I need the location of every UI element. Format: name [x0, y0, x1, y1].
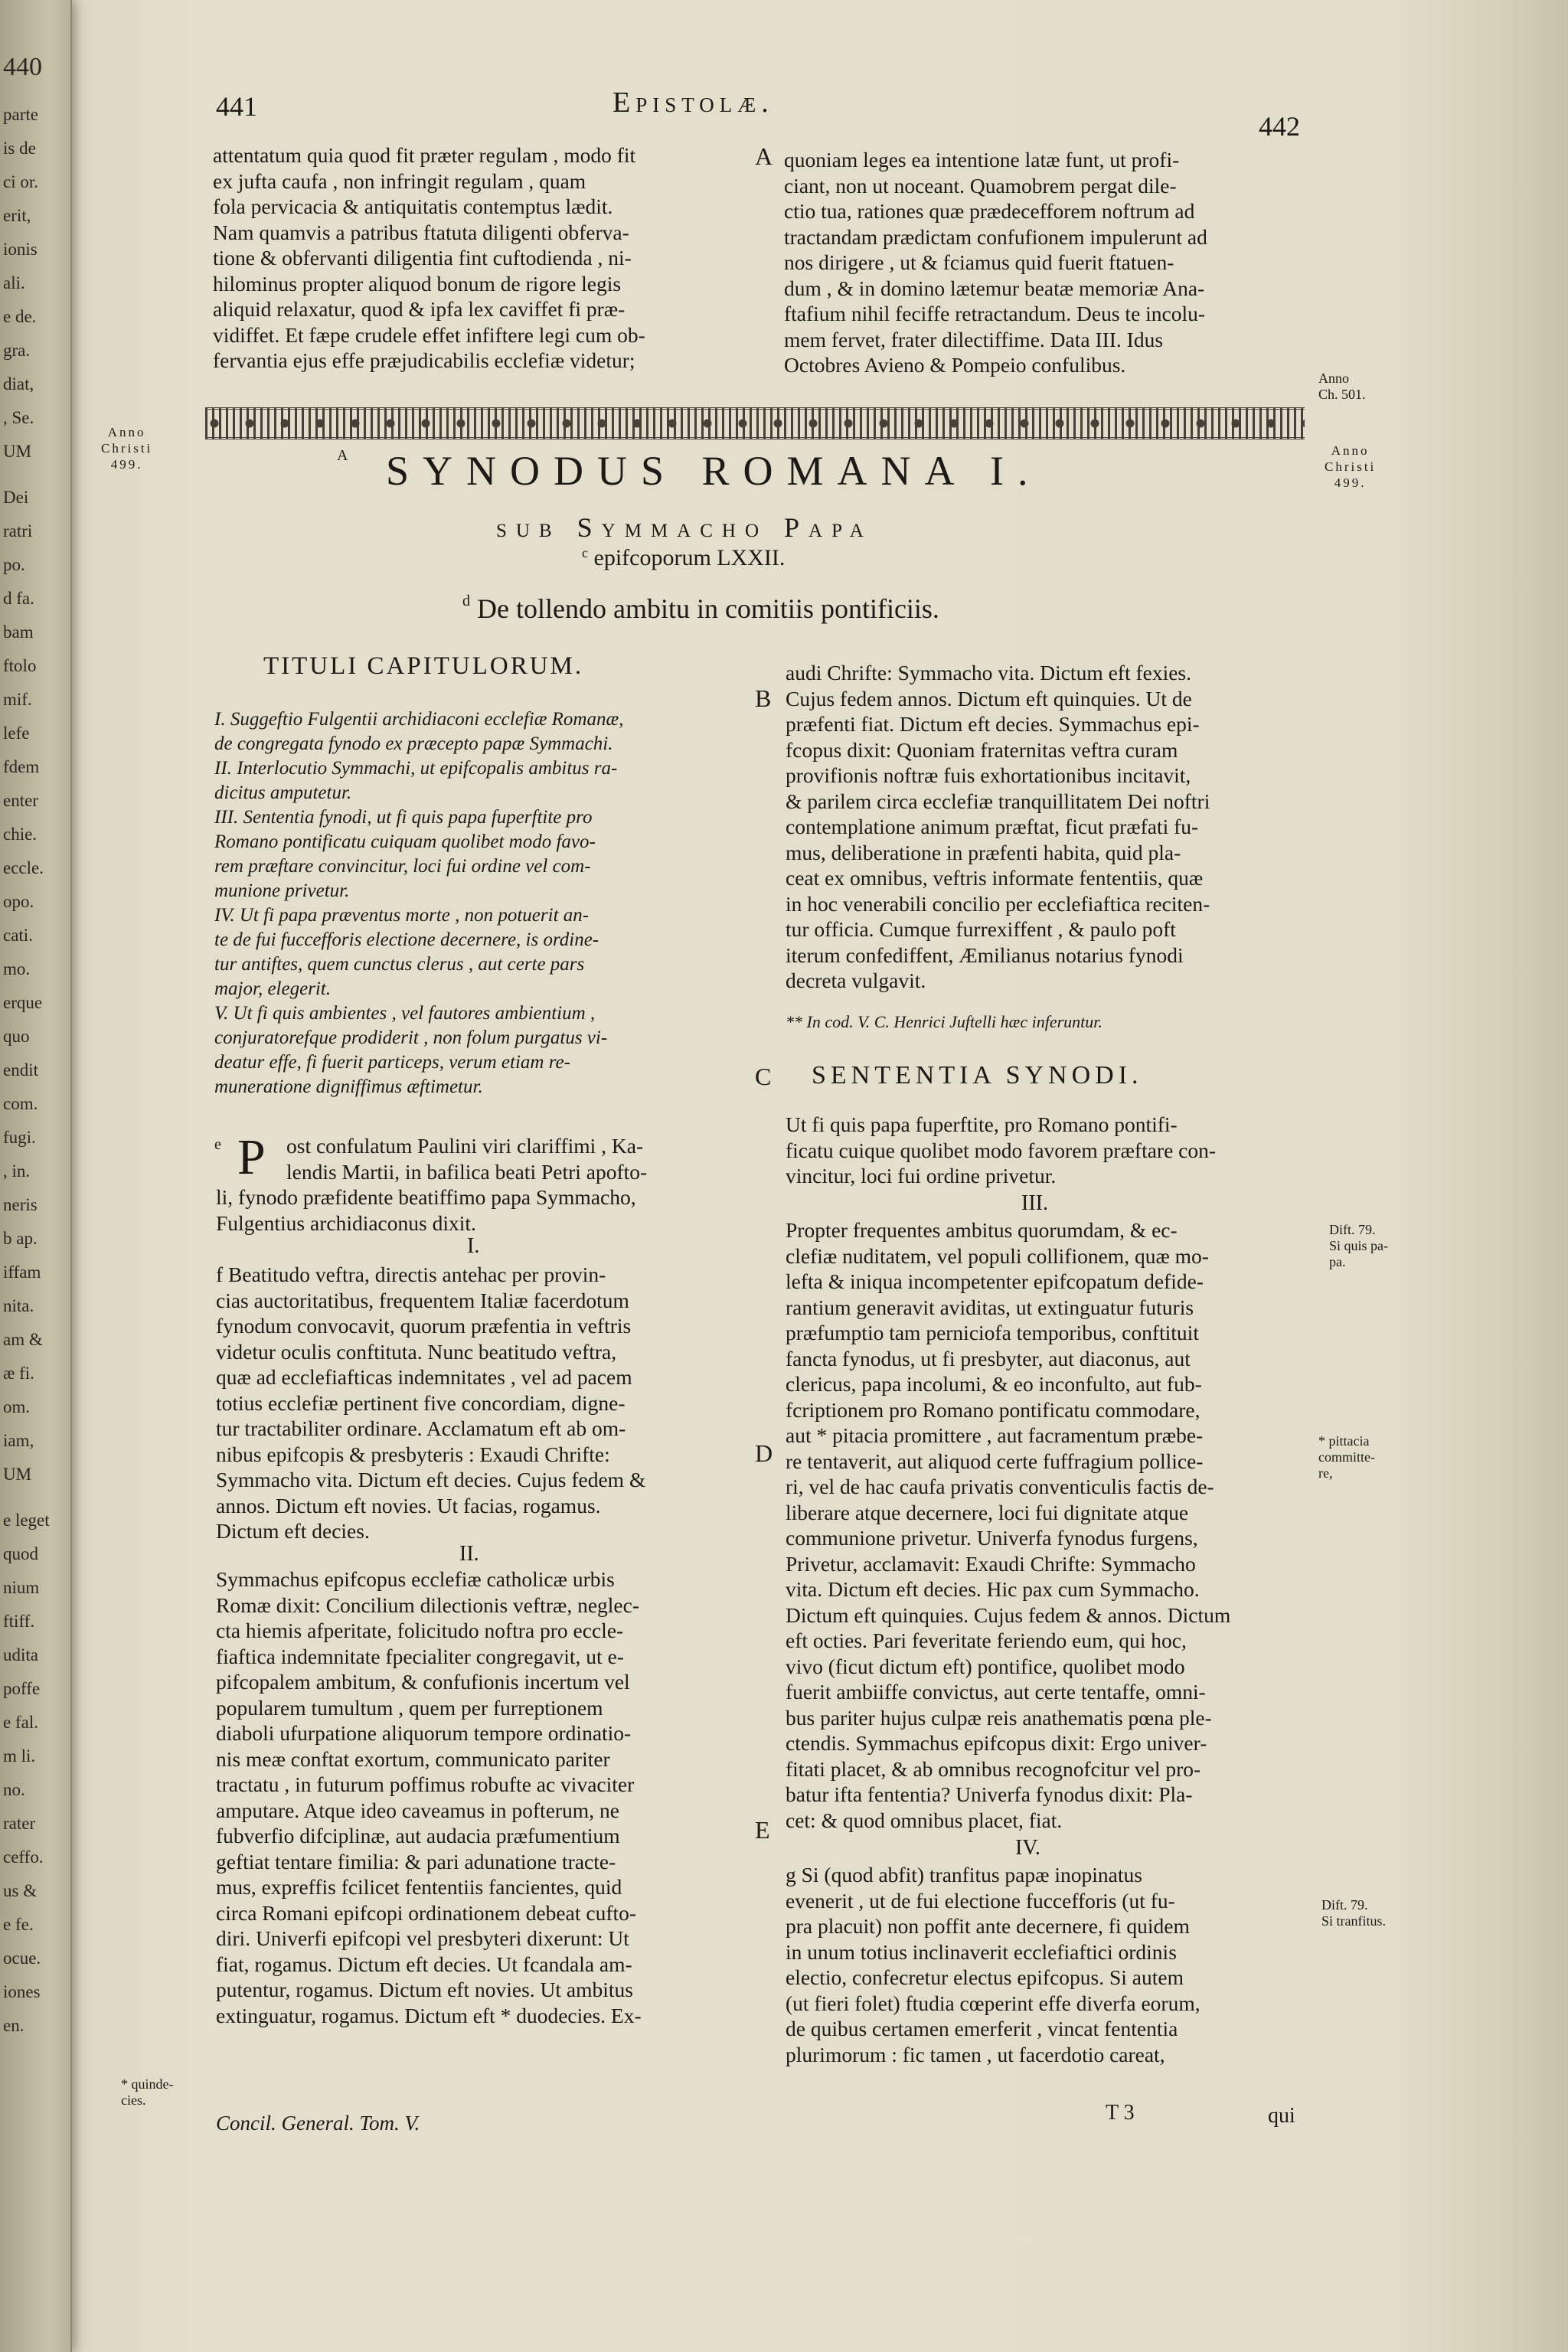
previous-page-fragment: endit: [3, 1060, 38, 1080]
roman-numeral-iii: III.: [1021, 1191, 1048, 1215]
text-line: ost confulatum Paulini viri clariffimi , Ka-: [286, 1134, 644, 1158]
text-line: clericus, papa incolumi, & eo inconfulto, aut fub-: [786, 1372, 1202, 1396]
top-left-text: [213, 142, 749, 374]
text-line: circa Romani epifcopi ordinationem debeat cufto-: [216, 1900, 637, 1925]
previous-page-fragment: ceffo.: [3, 1847, 44, 1867]
text-line: g Si (quod abfit) tranfitus papæ inopinatus: [786, 1863, 1142, 1886]
tituli-line: dicitus amputetur.: [214, 782, 352, 803]
previous-page-fragment: nita.: [3, 1296, 34, 1315]
text-line: Dictum eft quinquies. Cujus fedem & annos. Dictum: [786, 1602, 1231, 1627]
text-line: provifionis noftræ fuis exhortationibus incitavit,: [786, 763, 1191, 787]
text-line: fcopus dixit: Quoniam fraternitas veftra curam: [786, 737, 1178, 762]
text-line: fola pervicacia & antiquitatis contemptus lædit.: [213, 194, 613, 218]
text-line: tractandam prædictam confufionem impulerunt ad: [784, 224, 1207, 249]
previous-page-fragment: enter: [3, 791, 38, 810]
text-line: cet: & quod omnibus placet, fiat.: [786, 1808, 1063, 1832]
previous-page-fragment: quo: [3, 1027, 30, 1046]
previous-page-fragment: om.: [3, 1397, 31, 1416]
text-line: clefiæ nuditatem, vel populi collifionem, quæ mo-: [786, 1243, 1209, 1268]
title-note-d: d: [462, 593, 470, 609]
tituli-line: muneratione digniffimus æftimetur.: [214, 1076, 483, 1097]
text-line: videtur oculis conftituta. Nunc beatitudo veftra,: [216, 1339, 617, 1364]
previous-page-fragment: mif.: [3, 690, 32, 709]
note-e: e: [214, 1136, 221, 1153]
text-line: & parilem circa ecclefiæ tranquillitatem Dei noftri: [786, 789, 1210, 813]
text-line: mus, expreffis fcilicet fententiis fancientes, quid: [216, 1875, 622, 1899]
text-line: liberare atque decernere, loci fui dignitate atque: [786, 1500, 1189, 1524]
margin-dist-79-transitus-note: [1321, 1897, 1386, 1929]
text-line: extinguatur, rogamus. Dictum eft * duodecies. Ex-: [216, 2003, 642, 2027]
signature-footer-left: Concil. General. Tom. V.: [216, 2112, 420, 2135]
previous-page-fragment: poffe: [3, 1679, 41, 1698]
text-line: præfenti fiat. Dictum eft decies. Symmachus epi-: [786, 712, 1200, 736]
topic-line: [462, 593, 939, 625]
text-line: cias auctoritatibus, frequentem Italiæ facerdotum: [216, 1288, 629, 1312]
text-line: pra placuit) non poffit ante decernere, fi quidem: [786, 1914, 1190, 1938]
sententia-synodi-heading: SENTENTIA SYNODI.: [812, 1061, 1143, 1089]
previous-page-fragment: nium: [3, 1578, 40, 1597]
text-line: cta hiemis afperitate, folicitudo noftra pro eccle-: [216, 1619, 624, 1642]
running-title: Epistolæ.: [612, 87, 774, 119]
text-line: li, fynodo præfidente beatiffimo papa Symmacho,: [216, 1185, 636, 1209]
previous-page-fragment: , Se.: [3, 408, 34, 427]
tituli-line: tur antiftes, quem cunctus clerus , aut certe pars: [214, 954, 585, 975]
text-line: ceat ex omnibus, veftris informate fententiis, quæ: [786, 866, 1204, 890]
margin-line: * quinde-: [121, 2076, 174, 2092]
text-line: vivo (ficut dictum eft) pontifice, quolibet modo: [786, 1654, 1185, 1678]
text-line: tractatu , in futurum poffimus robufte ac vivaciter: [216, 1772, 635, 1796]
text-line: in unum totius inclinaverit ecclefiaftici ordinis: [786, 1939, 1177, 1964]
text-line: præfumptio tam perniciofa temporibus, conftituit: [786, 1321, 1199, 1344]
text-line: vita. Dictum eft decies. Hic pax cum Symmacho.: [786, 1577, 1200, 1601]
previous-page-fragment: e leget: [3, 1511, 50, 1530]
text-line: evenerit , ut de fui electione fuccefforis (ut fu-: [786, 1888, 1175, 1913]
text-line: eft octies. Pari feveritate feriendo eum, qui hoc,: [786, 1628, 1187, 1652]
text-line: audi Chrifte: Symmacho vita. Dictum eft fexies.: [786, 661, 1192, 684]
previous-page-fragment: udita: [3, 1645, 38, 1664]
previous-page-fragment: e fe.: [3, 1915, 34, 1934]
text-line: Fulgentius archidiaconus dixit.: [216, 1210, 476, 1235]
previous-page-fragment: iones: [3, 1982, 41, 2001]
right-page-number: 442: [1259, 111, 1300, 142]
text-line: fiat, rogamus. Dictum eft decies. Ut fcandala am-: [216, 1952, 632, 1976]
previous-page-fragment: erque: [3, 993, 43, 1012]
text-line: putentur, rogamus. Dictum eft novies. Ut ambitus: [216, 1978, 633, 2001]
previous-page-fragment: eccle.: [3, 858, 44, 877]
text-line: nos dirigere , ut & fciamus quid fuerit ftatuen-: [784, 250, 1174, 274]
text-line: lefta & iniqua incompetenter epifcopatum defide-: [786, 1269, 1204, 1293]
text-line: vidiffet. Et fæpe crudele effet infiftere legi cum ob-: [213, 322, 645, 347]
previous-page-fragment: ratri: [3, 521, 33, 541]
tituli-line: rem præftare convincitur, loci fui ordine vel com-: [214, 856, 591, 877]
codex-note: ** In cod. V. C. Henrici Juftelli hæc inferuntur.: [786, 1012, 1102, 1031]
decorative-ornament-band: [205, 407, 1305, 439]
text-line: tur tractabiliter ordinare. Acclamatum eft ab om-: [216, 1416, 626, 1440]
tituli-capitulorum-list: [214, 707, 750, 1099]
paragraph-ii: [216, 1566, 752, 2028]
previous-page-fragment: no.: [3, 1780, 25, 1799]
text-line: fynodum convocavit, quorum præfentia in veftris: [216, 1314, 632, 1338]
margin-line: 499.: [110, 457, 143, 472]
previous-page-fragment: bam: [3, 622, 34, 642]
previous-page-fragment: fugi.: [3, 1128, 36, 1147]
text-line: Symmachus epifcopus ecclefiæ catholicæ urbis: [216, 1567, 615, 1591]
roman-numeral-iv: IV.: [1015, 1836, 1040, 1860]
text-line: fubverfio difciplinæ, aut audacia præfumentium: [216, 1824, 620, 1847]
previous-page-fragment: iam,: [3, 1431, 34, 1450]
text-line: Ut fi quis papa fuperftite, pro Romano pontifi-: [786, 1112, 1178, 1136]
paragraph-iv: [786, 1862, 1314, 2067]
previous-page-fragment: erit,: [3, 206, 31, 225]
text-line: Dictum eft decies.: [216, 1519, 370, 1543]
previous-page-fragment: rater: [3, 1814, 36, 1833]
synod-subtitle: sub Symmacho Papa: [496, 512, 873, 543]
text-line: communione privetur. Univerfa fynodus furgens,: [786, 1526, 1198, 1550]
text-line: electio, confecretur electus epifcopus. Si autem: [786, 1965, 1184, 1989]
previous-page-fragment: Dei: [3, 488, 29, 507]
previous-page-fragment: , in.: [3, 1161, 31, 1181]
text-line: fancta fynodus, ut fi presbyter, aut diaconus, aut: [786, 1346, 1191, 1370]
margin-pittacia-note: [1318, 1433, 1375, 1481]
section-letter-b: B: [755, 684, 772, 712]
text-line: decreta vulgavit.: [786, 969, 926, 992]
text-line: attentatum quia quod fit præter regulam , modo fit: [213, 143, 636, 167]
margin-line: Si tranfitus.: [1321, 1913, 1386, 1929]
synod-title: [337, 447, 1042, 495]
text-line: quæ ad ecclefiafticas indemnitates , vel ad pacem: [216, 1365, 632, 1389]
roman-numeral-i: I.: [467, 1234, 480, 1258]
text-line: fiaftica indemnitate fpecialiter congregavit, ut e-: [216, 1644, 624, 1668]
text-line: Privetur, acclamavit: Exaudi Chrifte: Symmacho: [786, 1551, 1196, 1576]
previous-page-fragment: ocue.: [3, 1949, 41, 1968]
tituli-line: conjuratorefque prodiderit , non folum purgatus vi-: [214, 1027, 608, 1048]
title-note-a: A: [337, 447, 362, 464]
previous-page-fragment: iffam: [3, 1263, 41, 1282]
margin-line: Dift. 79.: [1329, 1222, 1376, 1237]
text-line: fcriptionem pro Romano pontificatu commodare,: [786, 1397, 1200, 1422]
text-line: Nam quamvis a patribus ftatuta diligenti obferva-: [213, 220, 629, 244]
text-line: Cujus fedem annos. Dictum eft quinquies. Ut de: [786, 686, 1192, 710]
text-line: ciant, non ut noceant. Quamobrem pergat dile-: [784, 173, 1177, 198]
tituli-line: deatur effe, fi fuerit particeps, verum etiam re-: [214, 1052, 570, 1073]
tituli-line: te de fui fuccefforis electione decernere, is ordine-: [214, 929, 599, 950]
previous-page-fragment: æ fi.: [3, 1364, 34, 1383]
text-line: Symmacho vita. Dictum eft decies. Cujus fedem &: [216, 1468, 646, 1491]
section-letter-a: A: [755, 142, 773, 170]
text-line: iterum confediffent, Æmilianus notarius fynodi: [786, 942, 1184, 967]
margin-dist-79-note: [1329, 1222, 1388, 1270]
tituli-line: IV. Ut fi papa præventus morte , non potuerit an-: [214, 905, 590, 926]
previous-page-fragment: ci or.: [3, 172, 38, 191]
previous-page-fragment: d fa.: [3, 589, 34, 608]
previous-page-fragment: b ap.: [3, 1229, 38, 1248]
synod-title-text: SYNODUS ROMANA I.: [385, 448, 1042, 494]
title-note-c: c: [582, 545, 588, 560]
text-line: aut * pitacia promittere , aut facramentum præbe-: [786, 1423, 1204, 1447]
text-line: fuerit ambiiffe convictus, aut certe tentaffe, omni-: [786, 1680, 1206, 1704]
paragraph-iii: [786, 1217, 1314, 1833]
drop-cap-p: P: [237, 1129, 266, 1185]
margin-line: pa.: [1329, 1254, 1346, 1269]
text-line: Octobres Avieno & Pompeio confulibus.: [784, 353, 1126, 377]
margin-line: committe-: [1318, 1449, 1375, 1465]
previous-page-fragment: gra.: [3, 341, 31, 360]
text-line: lendis Martii, in bafilica beati Petri apofto-: [286, 1159, 648, 1184]
previous-page-fragment: am &: [3, 1330, 43, 1349]
section-letter-d: D: [755, 1439, 773, 1467]
text-line: in hoc venerabili concilio per ecclefiaftica reciten-: [786, 891, 1210, 916]
text-line: ctio tua, rationes quæ prædecefforem noftrum ad: [784, 199, 1195, 223]
previous-page-fragment: lefe: [3, 724, 30, 743]
text-line: hilominus propter aliquod bonum de rigore legis: [213, 271, 622, 296]
text-line: pifcopalem ambitum, & confufionis incertum vel: [216, 1670, 630, 1694]
margin-line: Christi: [1325, 459, 1377, 474]
post-consulatum-text-cont: [216, 1184, 752, 1236]
previous-page-fragment: po.: [3, 555, 25, 574]
previous-page-fragment: ftolo: [3, 656, 37, 675]
text-line: fervantia ejus effe præjudicabilis ecclefiæ videtur;: [213, 348, 635, 372]
previous-page-fragment: mo.: [3, 959, 31, 978]
text-line: quoniam leges ea intentione latæ funt, ut profi-: [784, 148, 1180, 172]
text-line: f Beatitudo veftra, directis antehac per provin-: [216, 1263, 606, 1286]
margin-line: Ch. 501.: [1318, 387, 1366, 402]
tituli-line: de congregata fynodo ex præcepto papæ Symmachi.: [214, 733, 613, 754]
text-line: amputare. Atque ideo caveamus in pofterum, ne: [216, 1798, 619, 1822]
section-letter-c: C: [755, 1063, 772, 1090]
text-line: mus, deliberatione in præfenti habita, quid pla-: [786, 840, 1181, 864]
text-line: annos. Dictum eft novies. Ut facias, rogamus.: [216, 1493, 601, 1517]
text-line: ficatu cuique quolibet modo favorem præftare con-: [786, 1138, 1217, 1162]
signature-mark: T 3: [1106, 2101, 1135, 2125]
text-line: totius ecclefiæ pertinent five concordiam, digne-: [216, 1390, 626, 1415]
text-line: fitati placet, & ab omnibus recognofcitur vel pro-: [786, 1756, 1201, 1781]
tituli-line: I. Suggeftio Fulgentii archidiaconi ecclefiæ Romanæ,: [214, 709, 624, 730]
previous-page-edge: [0, 0, 72, 2352]
previous-page-fragment: e fal.: [3, 1713, 38, 1732]
margin-line: 499.: [1334, 475, 1367, 490]
tituli-line: III. Sententia fynodi, ut fi quis papa fuperftite pro: [214, 807, 593, 828]
tituli-line: II. Interlocutio Symmachi, ut epifcopalis ambitus ra-: [214, 758, 618, 779]
margin-line: Anno: [107, 425, 146, 439]
margin-line: Si quis pa-: [1329, 1238, 1389, 1253]
text-line: ftafium nihil feciffe retractandum. Deus te incolu-: [784, 302, 1206, 325]
tituli-line: Romano pontificatu cuiquam quolibet modo favo-: [214, 831, 596, 852]
previous-page-fragment: m li.: [3, 1746, 36, 1766]
previous-page-fragment: is de: [3, 139, 36, 158]
bishops-text: epifcoporum LXXII.: [593, 545, 786, 570]
margin-line: Christi: [101, 441, 153, 456]
tituli-line: major, elegerit.: [214, 978, 332, 999]
text-line: plurimorum : fic tamen , ut facerdotio careat,: [786, 2042, 1165, 2066]
previous-page-fragment: UM: [3, 442, 32, 461]
previous-page-number: 440: [3, 53, 42, 81]
previous-page-fragment: UM: [3, 1465, 32, 1484]
text-line: ri, vel de hac caufa privatis conventiculis factis de-: [786, 1475, 1214, 1498]
text-line: geftiat tentare fimilia: & pari adunatione tracte-: [216, 1849, 616, 1873]
text-line: re tentaverit, aut aliquod certe fuffragium pollice-: [786, 1449, 1204, 1473]
roman-numeral-ii: II.: [459, 1542, 479, 1566]
right-column-opening: [786, 660, 1314, 994]
previous-page-fragment: com.: [3, 1094, 38, 1113]
text-line: vincitur, loci fui ordine privetur.: [786, 1164, 1057, 1187]
text-line: (ut fieri folet) ftudia cœperint effe diverfa eorum,: [786, 1991, 1200, 2015]
text-line: nibus epifcopis & presbyteris : Exaudi Chrifte:: [216, 1442, 610, 1466]
previous-page-fragment: e de.: [3, 307, 37, 326]
text-line: nis meæ conftat exortum, communicato pariter: [216, 1746, 610, 1771]
text-line: mem fervet, frater dilectiffime. Data III. Idus: [784, 327, 1164, 351]
previous-page-fragment: ali.: [3, 273, 25, 292]
text-line: popularem tumultum , quem per furreptionem: [216, 1695, 603, 1720]
previous-page-fragment: ftiff.: [3, 1612, 35, 1631]
previous-page-fragment: opo.: [3, 892, 34, 911]
text-line: bus pariter hujus culpæ reis anathematis pœna ple-: [786, 1705, 1212, 1730]
text-line: de quibus certamen emerferit , vincat fententia: [786, 2017, 1178, 2040]
sententia-text: [786, 1112, 1314, 1189]
previous-page-fragment: us &: [3, 1881, 38, 1900]
text-line: ctendis. Symmachus epifcopus dixit: Ergo univer-: [786, 1731, 1207, 1755]
paragraph-i: [216, 1262, 752, 1544]
margin-line: re,: [1318, 1465, 1333, 1481]
text-line: contemplatione animum præftat, ficut præfati fu-: [786, 815, 1199, 838]
margin-quindecies-note: [121, 2076, 173, 2109]
margin-anno-christi-left: [101, 424, 152, 472]
text-line: diaboli ufurpatione aliquorum tempore ordinatio-: [216, 1721, 632, 1745]
previous-page-fragment: quod: [3, 1544, 38, 1563]
topic-text: De tollendo ambitu in comitiis pontificiis.: [477, 593, 939, 624]
previous-page-fragment: parte: [3, 105, 38, 124]
text-line: tur officia. Cumque furrexiffent , & paulo poft: [786, 917, 1176, 941]
section-letter-e: E: [755, 1816, 770, 1844]
margin-anno-christi-right: [1325, 443, 1376, 491]
text-line: tione & obfervanti diligentia fint cuftodienda , ni-: [213, 246, 632, 270]
bishops-line: [582, 545, 785, 571]
left-page-number: 441: [216, 91, 257, 122]
margin-anno-ch-note: [1318, 371, 1366, 403]
previous-page-fragment: neris: [3, 1195, 38, 1214]
previous-page-fragment: diat,: [3, 374, 34, 394]
previous-page-fragment: ionis: [3, 240, 38, 259]
post-consulatum-text: [286, 1133, 746, 1184]
text-line: Romæ dixit: Concilium dilectionis veftræ, neglec-: [216, 1592, 639, 1617]
previous-page-fragment: en.: [3, 2016, 24, 2035]
previous-page-fragment: cati.: [3, 926, 33, 945]
margin-line: Dift. 79.: [1321, 1897, 1368, 1913]
text-line: batur ifta fententia? Univerfa fynodus dixit: Pla-: [786, 1782, 1193, 1806]
tituli-line: munione privetur.: [214, 880, 350, 901]
text-line: Propter frequentes ambitus quorumdam, & ec-: [786, 1218, 1178, 1242]
text-line: aliquid relaxatur, quod & ipfa lex caviffet fi præ-: [213, 297, 626, 321]
tituli-heading: TITULI CAPITULORUM.: [263, 652, 584, 680]
margin-line: cies.: [121, 2092, 146, 2108]
margin-line: Anno: [1331, 443, 1370, 458]
text-line: diri. Univerfi epifcopi vel presbyteri dixerunt: Ut: [216, 1926, 629, 1950]
margin-line: * pittacia: [1318, 1433, 1370, 1449]
text-line: dum , & in domino lætemur beatæ memoriæ Ana-: [784, 276, 1205, 300]
tituli-line: V. Ut fi quis ambientes , vel fautores ambientium ,: [214, 1003, 596, 1024]
margin-line: Anno: [1318, 371, 1349, 386]
text-line: rantium generavit aviditas, ut extinguatur futuris: [786, 1295, 1194, 1319]
catchword: qui: [1268, 2104, 1295, 2128]
previous-page-fragment: chie.: [3, 825, 38, 844]
text-line: ex jufta caufa , non infringit regulam , quam: [213, 168, 586, 193]
top-right-text: [784, 147, 1312, 378]
previous-page-fragment: fdem: [3, 757, 40, 776]
